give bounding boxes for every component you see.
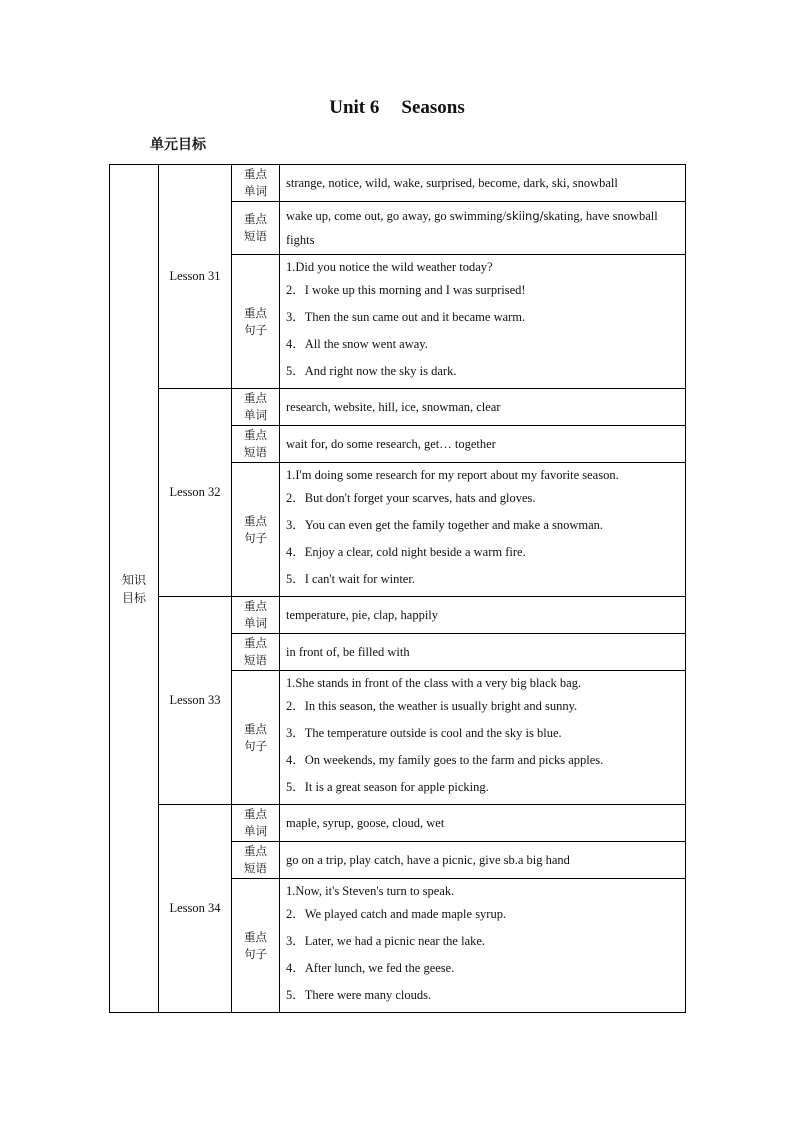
sentence: 2．But don't forget your scarves, hats and gloves. — [286, 491, 536, 505]
sentence: 3．You can even get the family together and make a snowman. — [286, 518, 604, 532]
sentence: 3．The temperature outside is cool and the sky is blue. — [286, 726, 562, 740]
tag-line: 单词 — [244, 824, 267, 838]
sentence: 1.Now, it's Steven's turn to speak. — [286, 884, 455, 898]
tag-words — [232, 389, 280, 426]
tag-line: 重点 — [244, 305, 267, 320]
tag-line: 重点 — [244, 428, 267, 442]
words-cell: research, website, hill, ice, snowman, clear — [280, 389, 686, 426]
sentence: 3．Then the sun came out and it became warm. — [286, 310, 526, 324]
tag-phrases — [232, 634, 280, 671]
tag-sentences — [232, 255, 280, 389]
sentence: 2．We played catch and made maple syrup. — [286, 907, 507, 921]
sentences-cell — [280, 463, 686, 597]
section-heading: 单元目标 — [150, 137, 206, 153]
sentences-cell — [280, 671, 686, 805]
sentences-cell — [280, 255, 686, 389]
tag-line: 重点 — [244, 513, 267, 528]
sentence: 1.I'm doing some research for my report about my favorite season. — [286, 468, 619, 482]
sentences-cell — [280, 879, 686, 1013]
phrases-cell: in front of, be filled with — [280, 634, 686, 671]
tag-line: 单词 — [244, 616, 267, 630]
tag-phrases — [232, 842, 280, 879]
sentence: 1.She stands in front of the class with a very big black bag. — [286, 676, 582, 690]
phrases-cell: go on a trip, play catch, have a picnic, give sb.a big hand — [280, 842, 686, 879]
sentence: 4．After lunch, we fed the geese. — [286, 961, 455, 975]
sentence: 5．And right now the sky is dark. — [286, 364, 457, 378]
tag-line: 句子 — [244, 738, 267, 753]
tag-line: 句子 — [244, 530, 267, 545]
lesson-name: Lesson 34 — [159, 805, 232, 1013]
phrase-text: skating, have snowball fights — [286, 209, 658, 247]
tag-sentences — [232, 879, 280, 1013]
sentence: 5．There were many clouds. — [286, 988, 432, 1002]
tag-line: 单词 — [244, 408, 267, 422]
words-cell: temperature, pie, clap, happily — [280, 597, 686, 634]
tag-line: 重点 — [244, 391, 267, 405]
lesson-name: Lesson 33 — [159, 597, 232, 805]
sentence: 5．I can't wait for winter. — [286, 572, 415, 586]
tag-line: 重点 — [244, 807, 267, 821]
lesson-name: Lesson 32 — [159, 389, 232, 597]
tag-phrases — [232, 202, 280, 255]
tag-line: 重点 — [244, 636, 267, 650]
phrases-cell — [280, 202, 686, 255]
table-row — [110, 805, 686, 842]
sentence: 2．I woke up this morning and I was surprised! — [286, 283, 526, 297]
phrase-text: skiing/ — [505, 209, 544, 223]
category-cell — [110, 165, 159, 1013]
unit-number: Unit 6 — [329, 97, 380, 118]
tag-sentences — [232, 671, 280, 805]
tag-phrases — [232, 426, 280, 463]
table-row — [110, 389, 686, 426]
table-row — [110, 597, 686, 634]
tag-line: 重点 — [244, 212, 267, 226]
unit-goals-table — [109, 164, 686, 1013]
sentence: 2．In this season, the weather is usually bright and sunny. — [286, 699, 578, 713]
sentence: 3．Later, we had a picnic near the lake. — [286, 934, 486, 948]
tag-line: 单词 — [244, 184, 267, 198]
tag-sentences — [232, 463, 280, 597]
words-cell: strange, notice, wild, wake, surprised, become, dark, ski, snowball — [280, 165, 686, 202]
tag-line: 短语 — [244, 445, 267, 459]
sentence: 5．It is a great season for apple picking. — [286, 780, 489, 794]
tag-line: 短语 — [244, 861, 267, 875]
sentence: 4．All the snow went away. — [286, 337, 428, 351]
phrases-cell: wait for, do some research, get… together — [280, 426, 686, 463]
category-line: 知识 — [121, 572, 146, 587]
phrase-text: wake up, come out, go away, go swimming/ — [286, 209, 506, 223]
tag-line: 重点 — [244, 599, 267, 613]
tag-line: 重点 — [244, 721, 267, 736]
tag-line: 短语 — [244, 653, 267, 667]
tag-words — [232, 165, 280, 202]
tag-line: 短语 — [244, 229, 267, 243]
sentence: 4．On weekends, my family goes to the farm and picks apples. — [286, 753, 604, 767]
tag-line: 句子 — [244, 946, 267, 961]
tag-line: 重点 — [244, 844, 267, 858]
tag-line: 重点 — [244, 929, 267, 944]
tag-line: 句子 — [244, 322, 267, 337]
unit-name: Seasons — [401, 97, 465, 118]
lesson-name: Lesson 31 — [159, 165, 232, 389]
tag-line: 重点 — [244, 167, 267, 181]
category-line: 目标 — [121, 590, 146, 605]
tag-words — [232, 597, 280, 634]
page-title — [0, 97, 794, 119]
sentence: 1.Did you notice the wild weather today? — [286, 260, 493, 274]
tag-words — [232, 805, 280, 842]
table-row — [110, 165, 686, 202]
sentence: 4．Enjoy a clear, cold night beside a warm fire. — [286, 545, 526, 559]
words-cell: maple, syrup, goose, cloud, wet — [280, 805, 686, 842]
